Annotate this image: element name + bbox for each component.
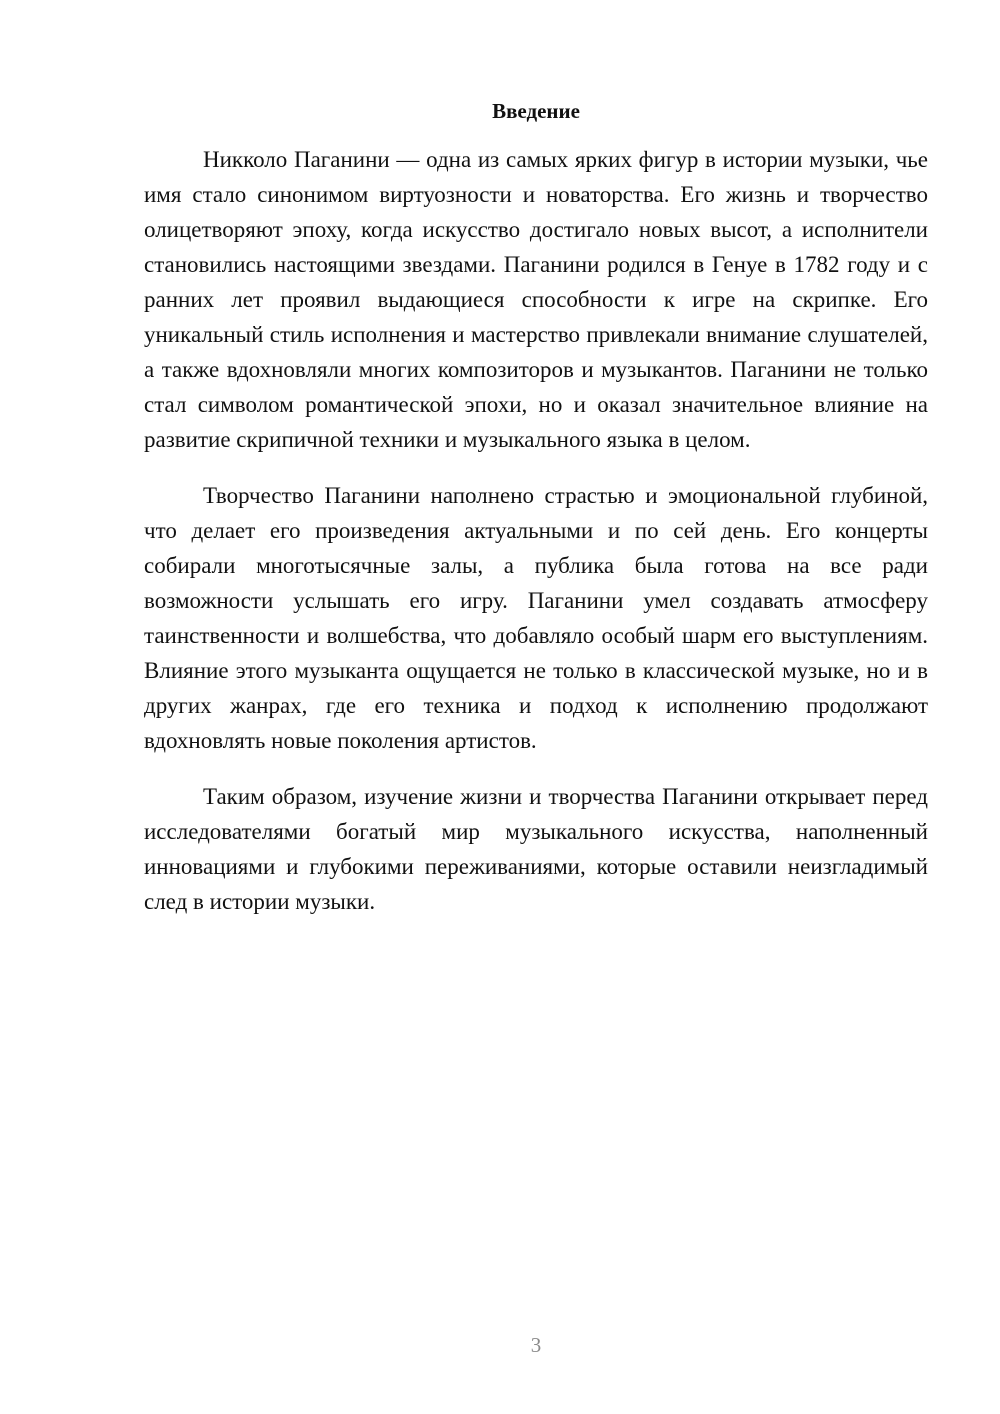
paragraph-1: Никколо Паганини — одна из самых ярких фигур в истории музыки, чье имя стало синонимом виртуозности и новаторства. Его жизнь и творчество олицетворяют эпоху, когда искусство достигало новых высот, а исполнители становились настоящими звездами. Паганини родился в Генуе в 1782 году и с ранних лет проявил выдающиеся способности к игре на скрипке. Его уникальный стиль исполнения и мастерство привлекали внимание слушателей, а также вдохновляли многих композиторов и музыкантов. Паганини не только стал символом романтической эпохи, но и оказал значительное влияние на развитие скрипичной техники и музыкального языка в целом.: [144, 147, 928, 452]
section-title: Введение: [492, 99, 580, 123]
page-number: 3: [530, 1333, 542, 1357]
paragraph-2: Творчество Паганини наполнено страстью и эмоциональной глубиной, что делает его произведения актуальными и по сей день. Его концерты собирали многотысячные залы, а публика была готова на все ради возможности услышать его игру. Паганини умел создавать атмосферу таинственности и волшебства, что добавляло особый шарм его выступлениям. Влияние этого музыканта ощущается не только в классической музыке, но и в других жанрах, где его техника и подход к исполнению продолжают вдохновлять новые поколения артистов.: [144, 483, 928, 753]
paragraph-3: Таким образом, изучение жизни и творчества Паганини открывает перед исследователями богатый мир музыкального искусства, наполненный инновациями и глубокими переживаниями, которые оставили неизгладимый след в истории музыки.: [144, 784, 928, 914]
body-text: [144, 142, 928, 940]
